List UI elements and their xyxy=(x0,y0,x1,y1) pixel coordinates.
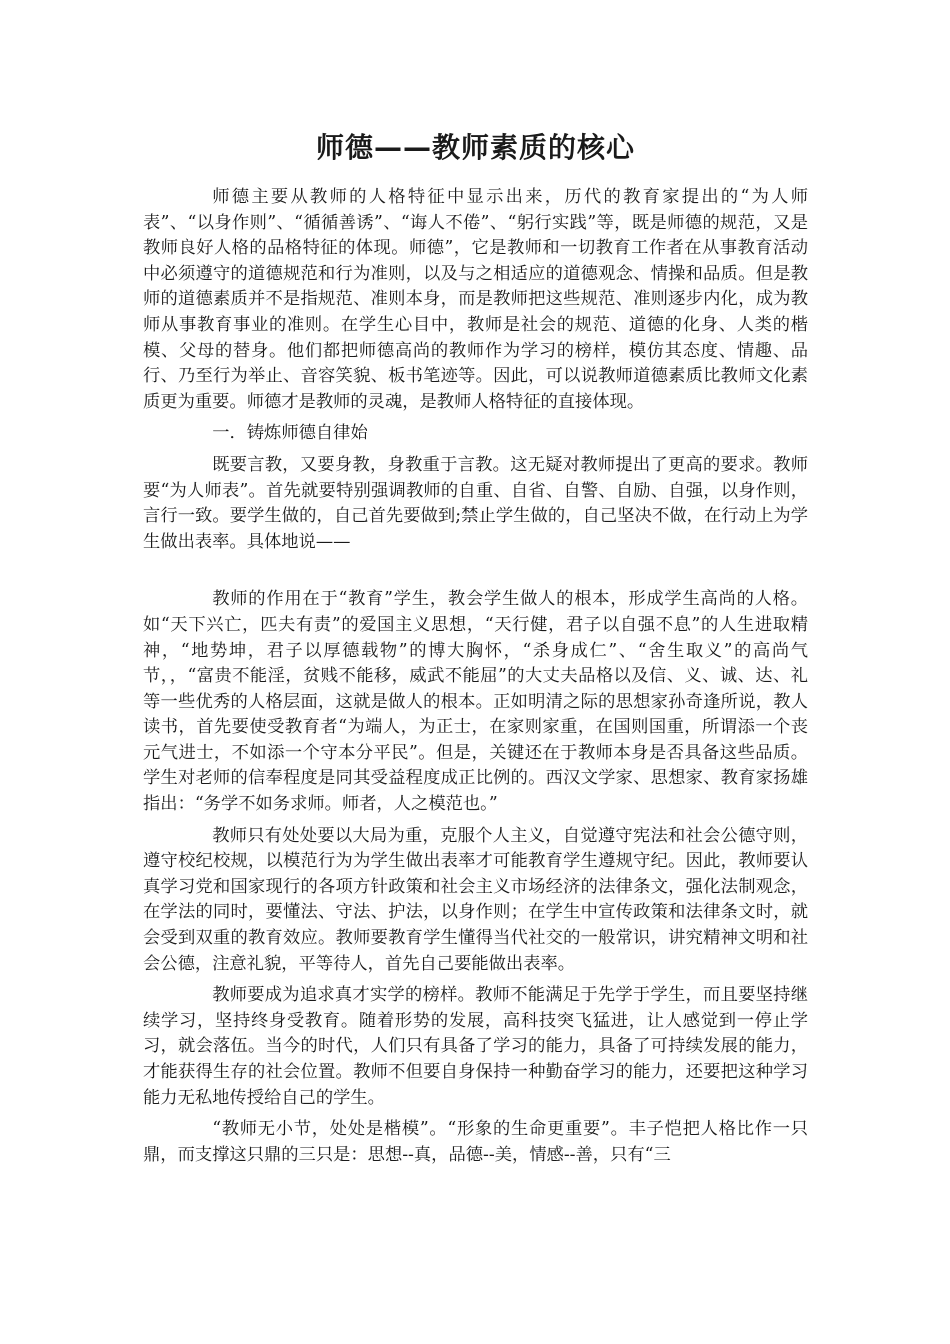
paragraph-intro: 师德主要从教师的人格特征中显示出来，历代的教育家提出的“为人师表”、“以身作则”、“循循善诱”、“诲人不倦”、“躬行实践”等，既是师德的规范，又是教师良好人格的品格特征的体现。师德”，它是教师和一切教育工作者在从事教育活动中必须遵守的道德规范和行为准则，以及与之相适应的道德观念、情操和品质。但是教师的道德素质并不是指规范、准则本身，而是教师把这些规范、准则逐步内化，成为教师从事教育事业的准则。在学生心目中，教师是社会的规范、道德的化身、人类的楷模、父母的替身。他们都把师德高尚的教师作为学习的榜样，模仿其态度、情趣、品行、乃至行为举止、音容笑貌、板书笔迹等。因此，可以说教师道德素质比教师文化素质更为重要。师德才是教师的灵魂，是教师人格特征的直接体现。 xyxy=(143,187,808,412)
paragraph-self-discipline: 既要言教，又要身教，身教重于言教。这无疑对教师提出了更高的要求。教师要“为人师表”。首先就要特别强调教师的自重、自省、自警、自励、自强，以身作则，言行一致。要学生做的，自己首先要做到;禁止学生做的，自己坚决不做，在行动上为学生做出表率。具体地说—— xyxy=(143,454,808,552)
paragraph-no-small-matters: “教师无小节，处处是楷模”。“形象的生命更重要”。丰子恺把人格比作一只鼎，而支撑这只鼎的三只是：思想--真，品德--美，情感--善，只有“三 xyxy=(143,1119,808,1165)
paragraph-law-abiding: 教师只有处处要以大局为重，克服个人主义，自觉遵守宪法和社会公德守则，遵守校纪校规，以模范行为为学生做出表率才可能教育学生遵规守纪。因此，教师要认真学习党和国家现行的各项方针政策和社会主义市场经济的法律条文，强化法制观念，在学法的同时，要懂法、守法、护法，以身作则；在学生中宣传政策和法律条文时，就会受到双重的教育效应。教师要教育学生懂得当代社交的一般常识，讲究精神文明和社会公德，注意礼貌，平等待人，首先自己要能做出表率。 xyxy=(143,825,808,974)
paragraph-lifelong-learning: 教师要成为追求真才实学的榜样。教师不能满足于先学于学生，而且要坚持继续学习，坚持终身受教育。随着形势的发展，高科技突飞猛进，让人感觉到一停止学习，就会落伍。当今的时代，人们只有具备了学习的能力，具备了可持续发展的能力，才能获得生存的社会位置。教师不但要自身保持一种勤奋学习的能力，还要把这种学习能力无私地传授给自己的学生。 xyxy=(143,985,808,1108)
document-page xyxy=(143,125,808,1174)
section-heading: 一．铸炼师德自律始 xyxy=(212,423,368,444)
paragraph-teacher-role: 教师的作用在于“教育”学生，教会学生做人的根本，形成学生高尚的人格。如“天下兴亡，匹夫有责”的爱国主义思想，“天行健，君子以自强不息”的人生进取精神，“地势坤，君子以厚德载物”的博大胸怀，“杀身成仁”、“舍生取义”的高尚气节，，“富贵不能淫，贫贱不能移，威武不能屈”的大丈夫品格以及信、义、诚、达、礼等一些优秀的人格层面，这就是做人的根本。正如明清之际的思想家孙奇逢所说，教人读书，首先要使受教育者“为端人，为正士，在家则家重，在国则国重，所谓添一个丧元气进士，不如添一个守本分平民”。但是，关键还在于教师本身是否具备这些品质。学生对老师的信奉程度是同其受益程度成正比例的。西汉文学家、思想家、教育家扬雄指出：“务学不如务求师。师者，人之模范也。” xyxy=(143,589,808,815)
blank-line xyxy=(143,561,808,587)
document-title: 师德——教师素质的核心 xyxy=(315,131,635,164)
